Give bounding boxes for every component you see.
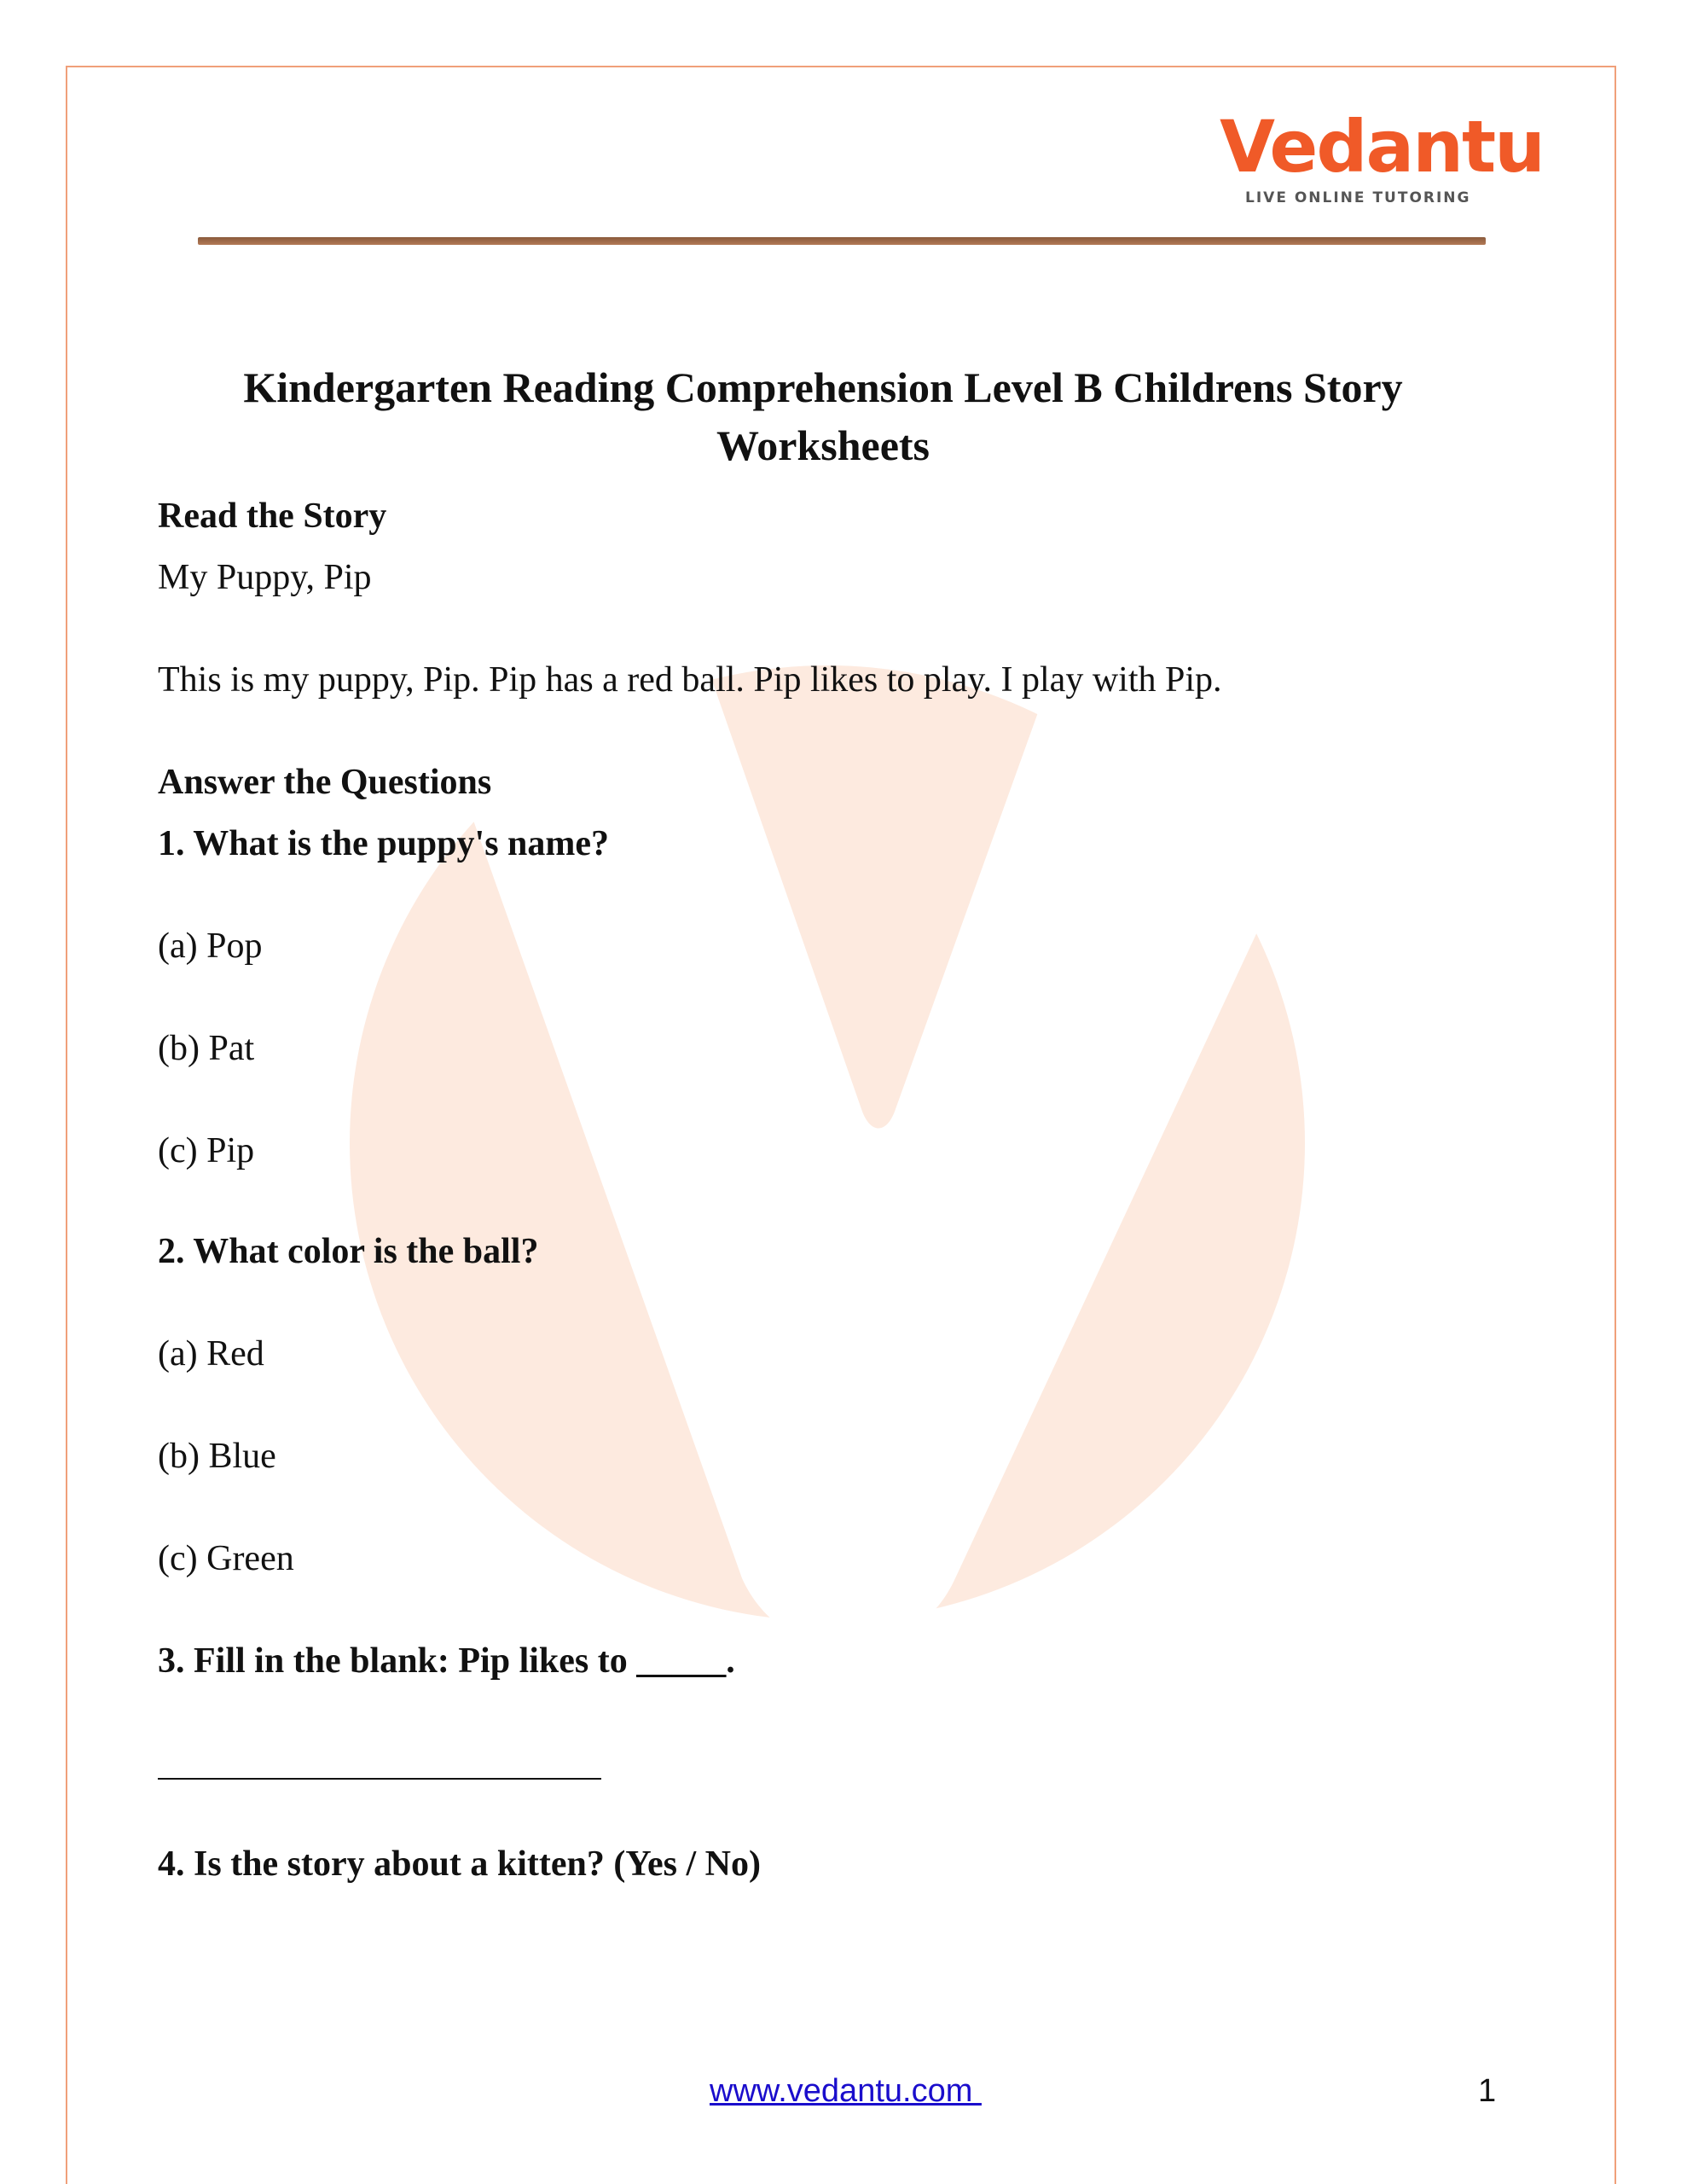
questions-heading: Answer the Questions	[158, 763, 492, 802]
story-body: This is my puppy, Pip. Pip has a red ball. Pip likes to play. I play with Pip.	[158, 660, 1222, 700]
question-4: 4. Is the story about a kitten? (Yes / No)	[158, 1844, 761, 1884]
footer-website-link[interactable]: www.vedantu.com	[710, 2073, 982, 2109]
question-2-option-a: (a) Red	[158, 1334, 264, 1374]
story-title: My Puppy, Pip	[158, 558, 372, 597]
page-title: Kindergarten Reading Comprehension Level B Childrens Story Worksheets	[243, 363, 1403, 469]
vedantu-logo	[1220, 105, 1544, 213]
question-1-option-c: (c) Pip	[158, 1131, 255, 1170]
question-1-option-a: (a) Pop	[158, 926, 263, 966]
story-heading: Read the Story	[158, 497, 387, 536]
vedantu-watermark-logo	[188, 546, 1467, 1740]
logo-tagline: LIVE ONLINE TUTORING	[1245, 189, 1471, 206]
answer-blank-line	[158, 1778, 601, 1780]
question-2-option-b: (b) Blue	[158, 1437, 276, 1476]
question-2: 2. What color is the ball?	[158, 1232, 539, 1271]
logo-wordmark: Vedantu	[1220, 105, 1544, 189]
question-1: 1. What is the puppy's name?	[158, 824, 610, 863]
question-1-option-b: (b) Pat	[158, 1029, 255, 1068]
title-block	[158, 358, 1531, 474]
header-divider	[198, 237, 1486, 245]
page-number: 1	[1478, 2073, 1497, 2109]
question-3: 3. Fill in the blank: Pip likes to _____.	[158, 1641, 735, 1681]
question-2-option-c: (c) Green	[158, 1539, 294, 1578]
